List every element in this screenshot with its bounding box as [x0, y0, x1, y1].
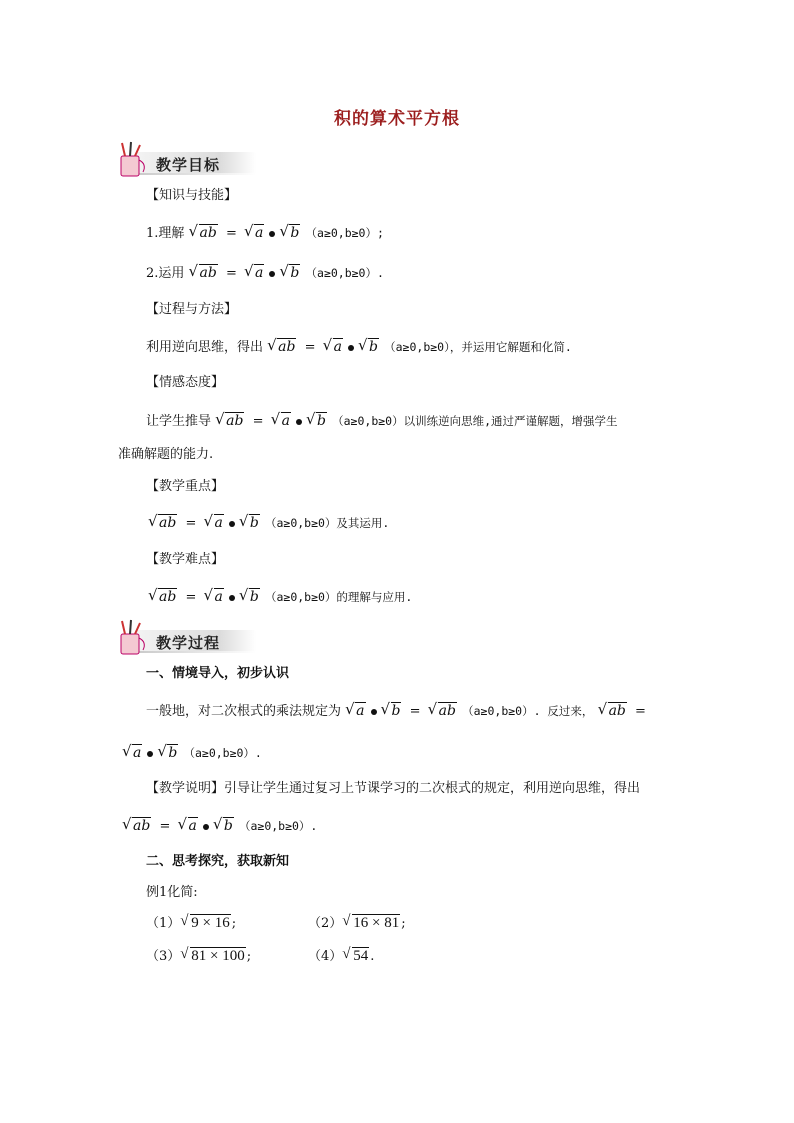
teaching-note-line2: √ ab = √ a√ b （a≥0,b≥0）.	[122, 816, 317, 837]
objective-item-1: 1.理解 √ ab = √ a√ b （a≥0,b≥0）;	[146, 223, 384, 244]
section-label: 教学过程	[156, 634, 221, 652]
section-label: 教学目标	[156, 156, 221, 174]
heading-process: 【过程与方法】	[146, 302, 238, 317]
example-item-2: （2）√ 16 × 81 ;	[308, 913, 406, 934]
part1-text-line2: √ a√ b （a≥0,b≥0）.	[122, 743, 262, 764]
heading-difficult-point: 【教学难点】	[146, 552, 225, 567]
example-item-1: （1）√ 9 × 16 ;	[146, 913, 236, 934]
radical-ab: √ ab	[190, 223, 218, 243]
difficult-point-text: √ ab = √ a√ b （a≥0,b≥0）的理解与应用.	[148, 587, 412, 608]
part1-text: 一般地，对二次根式的乘法规定为 √ a√ b = √ ab （a≥0,b≥0）. 反过来， √ ab =	[146, 701, 649, 722]
objective-item-2: 2.运用 √ ab = √ a√ b （a≥0,b≥0）.	[146, 263, 384, 284]
pencil-cup-icon	[116, 618, 156, 658]
attitude-text-line2: 准确解题的能力.	[118, 447, 214, 462]
section-header-process	[116, 618, 256, 658]
process-text: 利用逆向思维，得出 √ ab = √ a√ b （a≥0,b≥0），并运用它解题和化简.	[146, 337, 572, 358]
heading-attitude: 【情感态度】	[146, 375, 225, 390]
section-header-objectives	[116, 140, 256, 180]
page-title: 积的算术平方根	[334, 109, 460, 129]
heading-knowledge: 【知识与技能】	[146, 188, 238, 203]
example-label: 例1化简:	[146, 885, 198, 900]
example-item-4: （4）√ 54 .	[308, 946, 374, 967]
key-point-text: √ ab = √ a√ b （a≥0,b≥0）及其运用.	[148, 513, 389, 534]
pencil-cup-icon	[116, 140, 156, 180]
part2-heading: 二、思考探究，获取新知	[146, 854, 290, 869]
teaching-note: 【教学说明】引导让学生通过复习上节课学习的二次根式的规定，利用逆向思维，得出	[146, 781, 641, 796]
example-item-3: （3）√ 81 × 100 ;	[146, 946, 251, 967]
dot-operator	[269, 231, 275, 237]
heading-key-point: 【教学重点】	[146, 479, 225, 494]
attitude-text: 让学生推导 √ ab = √ a√ b （a≥0,b≥0）以训练逆向思维,通过严谨解题，增强学生	[146, 411, 618, 432]
part1-heading: 一、情境导入，初步认识	[146, 666, 290, 681]
